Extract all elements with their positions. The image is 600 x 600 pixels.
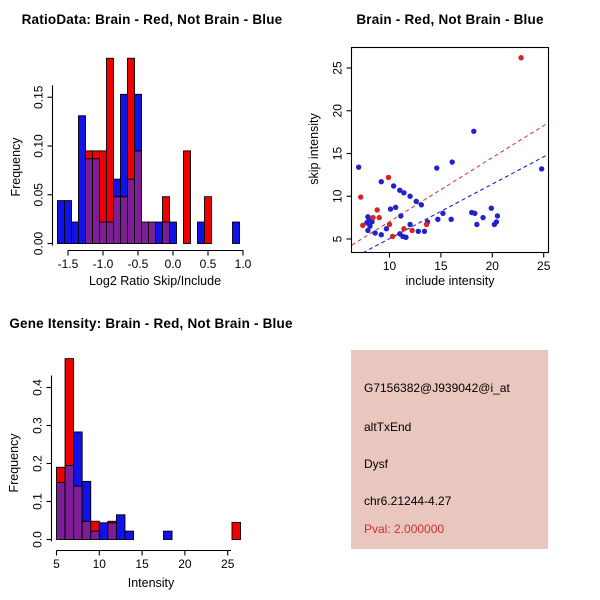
scatter-point-blue — [414, 199, 419, 204]
hist-gene-ylabel: Frequency — [7, 433, 21, 493]
hist-bar-overlap — [57, 483, 66, 540]
tick-label: 20 — [485, 259, 499, 273]
hist-bar-blue — [116, 515, 125, 540]
scatter-point-red — [386, 175, 391, 180]
scatter-point-red — [370, 215, 375, 220]
hist-bar-red — [65, 359, 74, 466]
hist-bar-blue — [135, 94, 142, 151]
tick-label: 20 — [178, 557, 192, 571]
hist-bar-overlap — [142, 222, 149, 243]
hist-bar-red — [57, 467, 66, 482]
scatter-point-blue — [440, 211, 445, 216]
hist-bar-overlap — [149, 222, 156, 243]
tick-label: -0.5 — [127, 257, 149, 271]
scatter-xlabel: include intensity — [405, 274, 495, 288]
hist-bar-blue — [82, 481, 91, 521]
hist-bar-overlap — [114, 197, 121, 244]
hist-bar-blue — [198, 222, 205, 243]
hist-bar-red — [232, 522, 241, 539]
hist-bar-red — [163, 197, 170, 222]
hist-gene-xlabel: Intensity — [127, 576, 175, 590]
scatter-point-blue — [379, 179, 384, 184]
scatter-point-blue — [434, 165, 439, 170]
scatter-point-blue — [480, 215, 485, 220]
scatter-point-red — [518, 55, 523, 60]
scatter-point-blue — [393, 205, 398, 210]
tick-label: 5 — [330, 235, 345, 243]
tick-label: 1.0 — [234, 257, 252, 271]
hist-bar-blue — [233, 222, 240, 243]
scatter-point-blue — [494, 219, 499, 224]
scatter-point-blue — [365, 228, 370, 233]
hist-bar-overlap — [82, 521, 91, 539]
scatter-point-blue — [489, 206, 494, 211]
scatter-point-blue — [391, 183, 396, 188]
hist-bar-overlap — [65, 465, 74, 539]
scatter-points-group — [352, 55, 548, 256]
hist-bar-blue — [156, 222, 163, 243]
tick-label: 10 — [382, 259, 397, 273]
scatter-point-blue — [407, 222, 412, 227]
hist-bar-overlap — [163, 222, 170, 243]
tick-label: 0.10 — [31, 134, 46, 158]
tick-label: 0.1 — [30, 493, 45, 510]
hist-bar-overlap — [128, 179, 135, 243]
scatter-point-blue — [398, 213, 403, 218]
hist-bar-overlap — [108, 523, 117, 540]
scatter-point-red — [360, 223, 365, 228]
tick-label: 25 — [221, 557, 235, 571]
tick-label: -1.5 — [57, 257, 79, 271]
hist-bar-blue — [79, 116, 86, 244]
scatter-point-red — [377, 215, 382, 220]
tick-label: 25 — [330, 61, 345, 75]
tick-label: 10 — [330, 189, 345, 203]
hist-bar-overlap — [86, 159, 93, 244]
scatter-ylabel: skip intensity — [307, 113, 321, 185]
gene-name-text: Dysf — [364, 457, 388, 471]
hist-bar-red — [108, 521, 117, 523]
scatter-point-blue — [388, 206, 393, 211]
scatter-point-blue — [401, 190, 406, 195]
hist-gene-title: Gene Itensity: Brain - Red, Not Brain - Blue — [9, 316, 293, 331]
hist-bar-red — [100, 151, 107, 222]
tick-label: 0.5 — [199, 257, 217, 271]
scatter-point-blue — [422, 229, 427, 234]
locus-text: chr6.21244-4.27 — [364, 494, 452, 508]
tick-label: 15 — [434, 259, 448, 273]
hist-bar-blue — [121, 94, 128, 196]
hist-bar-overlap — [100, 222, 107, 243]
scatter-point-blue — [450, 159, 455, 164]
tick-label: 10 — [92, 557, 106, 571]
tick-label: 0.3 — [30, 417, 45, 434]
tick-label: 0.15 — [31, 85, 46, 109]
tick-label: 0.05 — [31, 183, 46, 207]
hist-bar-blue — [170, 222, 177, 243]
scatter-point-red — [401, 226, 406, 231]
hist-ratio-ylabel: Frequency — [9, 137, 23, 197]
hist-bar-red — [184, 151, 191, 244]
scatter-point-blue — [435, 217, 440, 222]
scatter-point-red — [390, 234, 395, 239]
hist-bar-overlap — [107, 222, 114, 243]
hist-bar-red — [205, 197, 212, 244]
hist-bar-red — [91, 521, 100, 531]
scatter-point-blue — [403, 235, 408, 240]
hist-bar-blue — [58, 201, 65, 244]
scatter-point-blue — [379, 232, 384, 237]
hist-bar-overlap — [93, 159, 100, 244]
scatter-point-blue — [407, 194, 412, 199]
scatter-title: Brain - Red, Not Brain - Blue — [356, 12, 544, 27]
tick-label: 0.0 — [30, 531, 45, 548]
tick-label: 15 — [135, 557, 149, 571]
hist-bar-blue — [99, 523, 108, 540]
blue-line — [357, 154, 549, 256]
gene-info-panel — [351, 350, 548, 549]
scatter-point-blue — [495, 213, 500, 218]
scatter-point-red — [409, 228, 414, 233]
tick-label: 0.00 — [31, 231, 46, 256]
pval-text: Pval: 2.000000 — [364, 522, 445, 536]
event-type-text: altTxEnd — [364, 420, 412, 434]
hist-bar-blue — [125, 531, 134, 539]
tick-label: -1.0 — [92, 257, 114, 271]
hist-bar-red — [86, 151, 93, 159]
hist-bar-overlap — [121, 197, 128, 244]
hist-bar-blue — [74, 432, 83, 486]
tick-label: 15 — [330, 146, 345, 161]
scatter-point-blue — [539, 166, 544, 171]
scatter-point-red — [424, 222, 429, 227]
hist-bar-red — [93, 151, 100, 159]
probe-id-text: G7156382@J939042@i_at — [364, 381, 510, 395]
scatter-point-blue — [474, 222, 479, 227]
scatter-point-blue — [356, 164, 361, 169]
tick-label: 0.4 — [30, 379, 45, 396]
scatter-point-blue — [472, 211, 477, 216]
hist-bar-red — [107, 58, 114, 222]
scatter-point-blue — [419, 202, 424, 207]
tick-label: 25 — [537, 259, 551, 273]
tick-label: 0.2 — [30, 455, 45, 472]
hist-bar-red — [128, 58, 135, 179]
scatter-point-blue — [416, 229, 421, 234]
scatter-point-red — [358, 194, 363, 199]
tick-label: 20 — [330, 104, 345, 118]
hist-bar-blue — [72, 222, 79, 243]
scatter-point-red — [374, 207, 379, 212]
hist-bar-blue — [114, 179, 121, 197]
scatter-point-blue — [471, 129, 476, 134]
hist-ratio-title: RatioData: Brain - Red, Not Brain - Blue — [21, 12, 283, 27]
hist-bar-overlap — [74, 486, 83, 540]
tick-label: 0.0 — [164, 257, 182, 271]
hist-ratio-xlabel: Log2 Ratio Skip/Include — [88, 274, 222, 288]
hist-bar-blue — [164, 531, 173, 539]
hist-bar-overlap — [135, 151, 142, 244]
scatter-point-red — [387, 222, 392, 227]
hist-bar-overlap — [91, 531, 100, 539]
scatter-point-blue — [372, 230, 377, 235]
scatter-point-blue — [448, 217, 453, 222]
hist-bar-blue — [65, 201, 72, 244]
tick-label: 5 — [53, 557, 60, 571]
